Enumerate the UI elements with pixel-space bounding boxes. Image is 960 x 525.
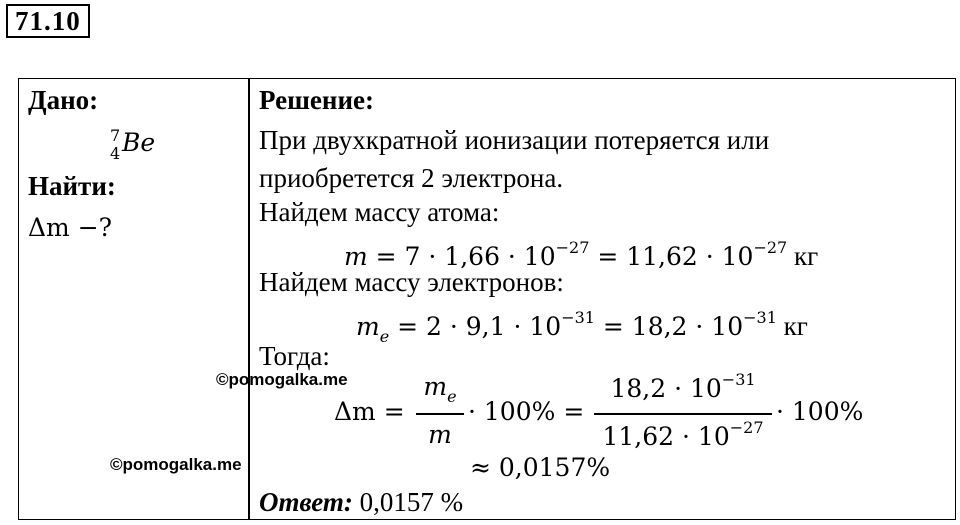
column-divider — [248, 78, 250, 520]
approx-result: ≈ 0,0157% — [470, 453, 611, 482]
answer-line — [259, 486, 463, 518]
formula-electron-mass: $m_e = 2 \cdot 9,1 \cdot 10^{-31} = 18,2 \cdot 10^{-31}$ кг — [356, 308, 808, 346]
ratio-mid: · 100% = — [468, 397, 585, 426]
formula-atom-mass: $m = 7 \cdot 1,66 \cdot 10^{-27} = 11,62 \cdot 10^{-27}$ кг — [344, 238, 819, 271]
problem-number: 71.10 — [6, 4, 90, 38]
mass-number: 7 — [110, 126, 121, 145]
ratio-tail: · 100% — [776, 397, 864, 426]
answer-value: 0,0157 % — [352, 487, 464, 517]
answer-label: Ответ: — [259, 487, 353, 517]
element-symbol: Be — [122, 128, 156, 157]
fraction-2-bar — [594, 413, 772, 415]
solution-heading: Решение: — [259, 85, 374, 115]
fraction-1-numerator: $m_e$ — [423, 372, 457, 406]
watermark-2: ©pomogalka.me — [110, 455, 242, 474]
solution-line-1: При двухкратной ионизации потеряется или — [259, 125, 770, 155]
fraction-2-numerator: $18,2 \cdot 10^{-31}$ — [610, 370, 756, 403]
solution-line-5: Тогда: — [259, 341, 330, 371]
find-heading: Найти: — [28, 171, 116, 201]
solution-line-3: Найдем массу атома: — [259, 197, 500, 227]
atomic-number: 4 — [110, 144, 121, 163]
solution-line-4: Найдем массу электронов: — [259, 267, 564, 297]
fraction-1-bar — [416, 413, 464, 415]
fraction-1-denominator: m — [428, 420, 452, 449]
solution-line-2: приобретется 2 электрона. — [259, 163, 564, 193]
given-heading: Дано: — [28, 85, 99, 115]
watermark-1: ©pomogalka.me — [216, 370, 348, 389]
ratio-lhs: Δm = — [334, 397, 405, 426]
find-expression: Δm −? — [28, 213, 113, 242]
fraction-2-denominator: $11,62 \cdot 10^{-27}$ — [602, 418, 764, 451]
